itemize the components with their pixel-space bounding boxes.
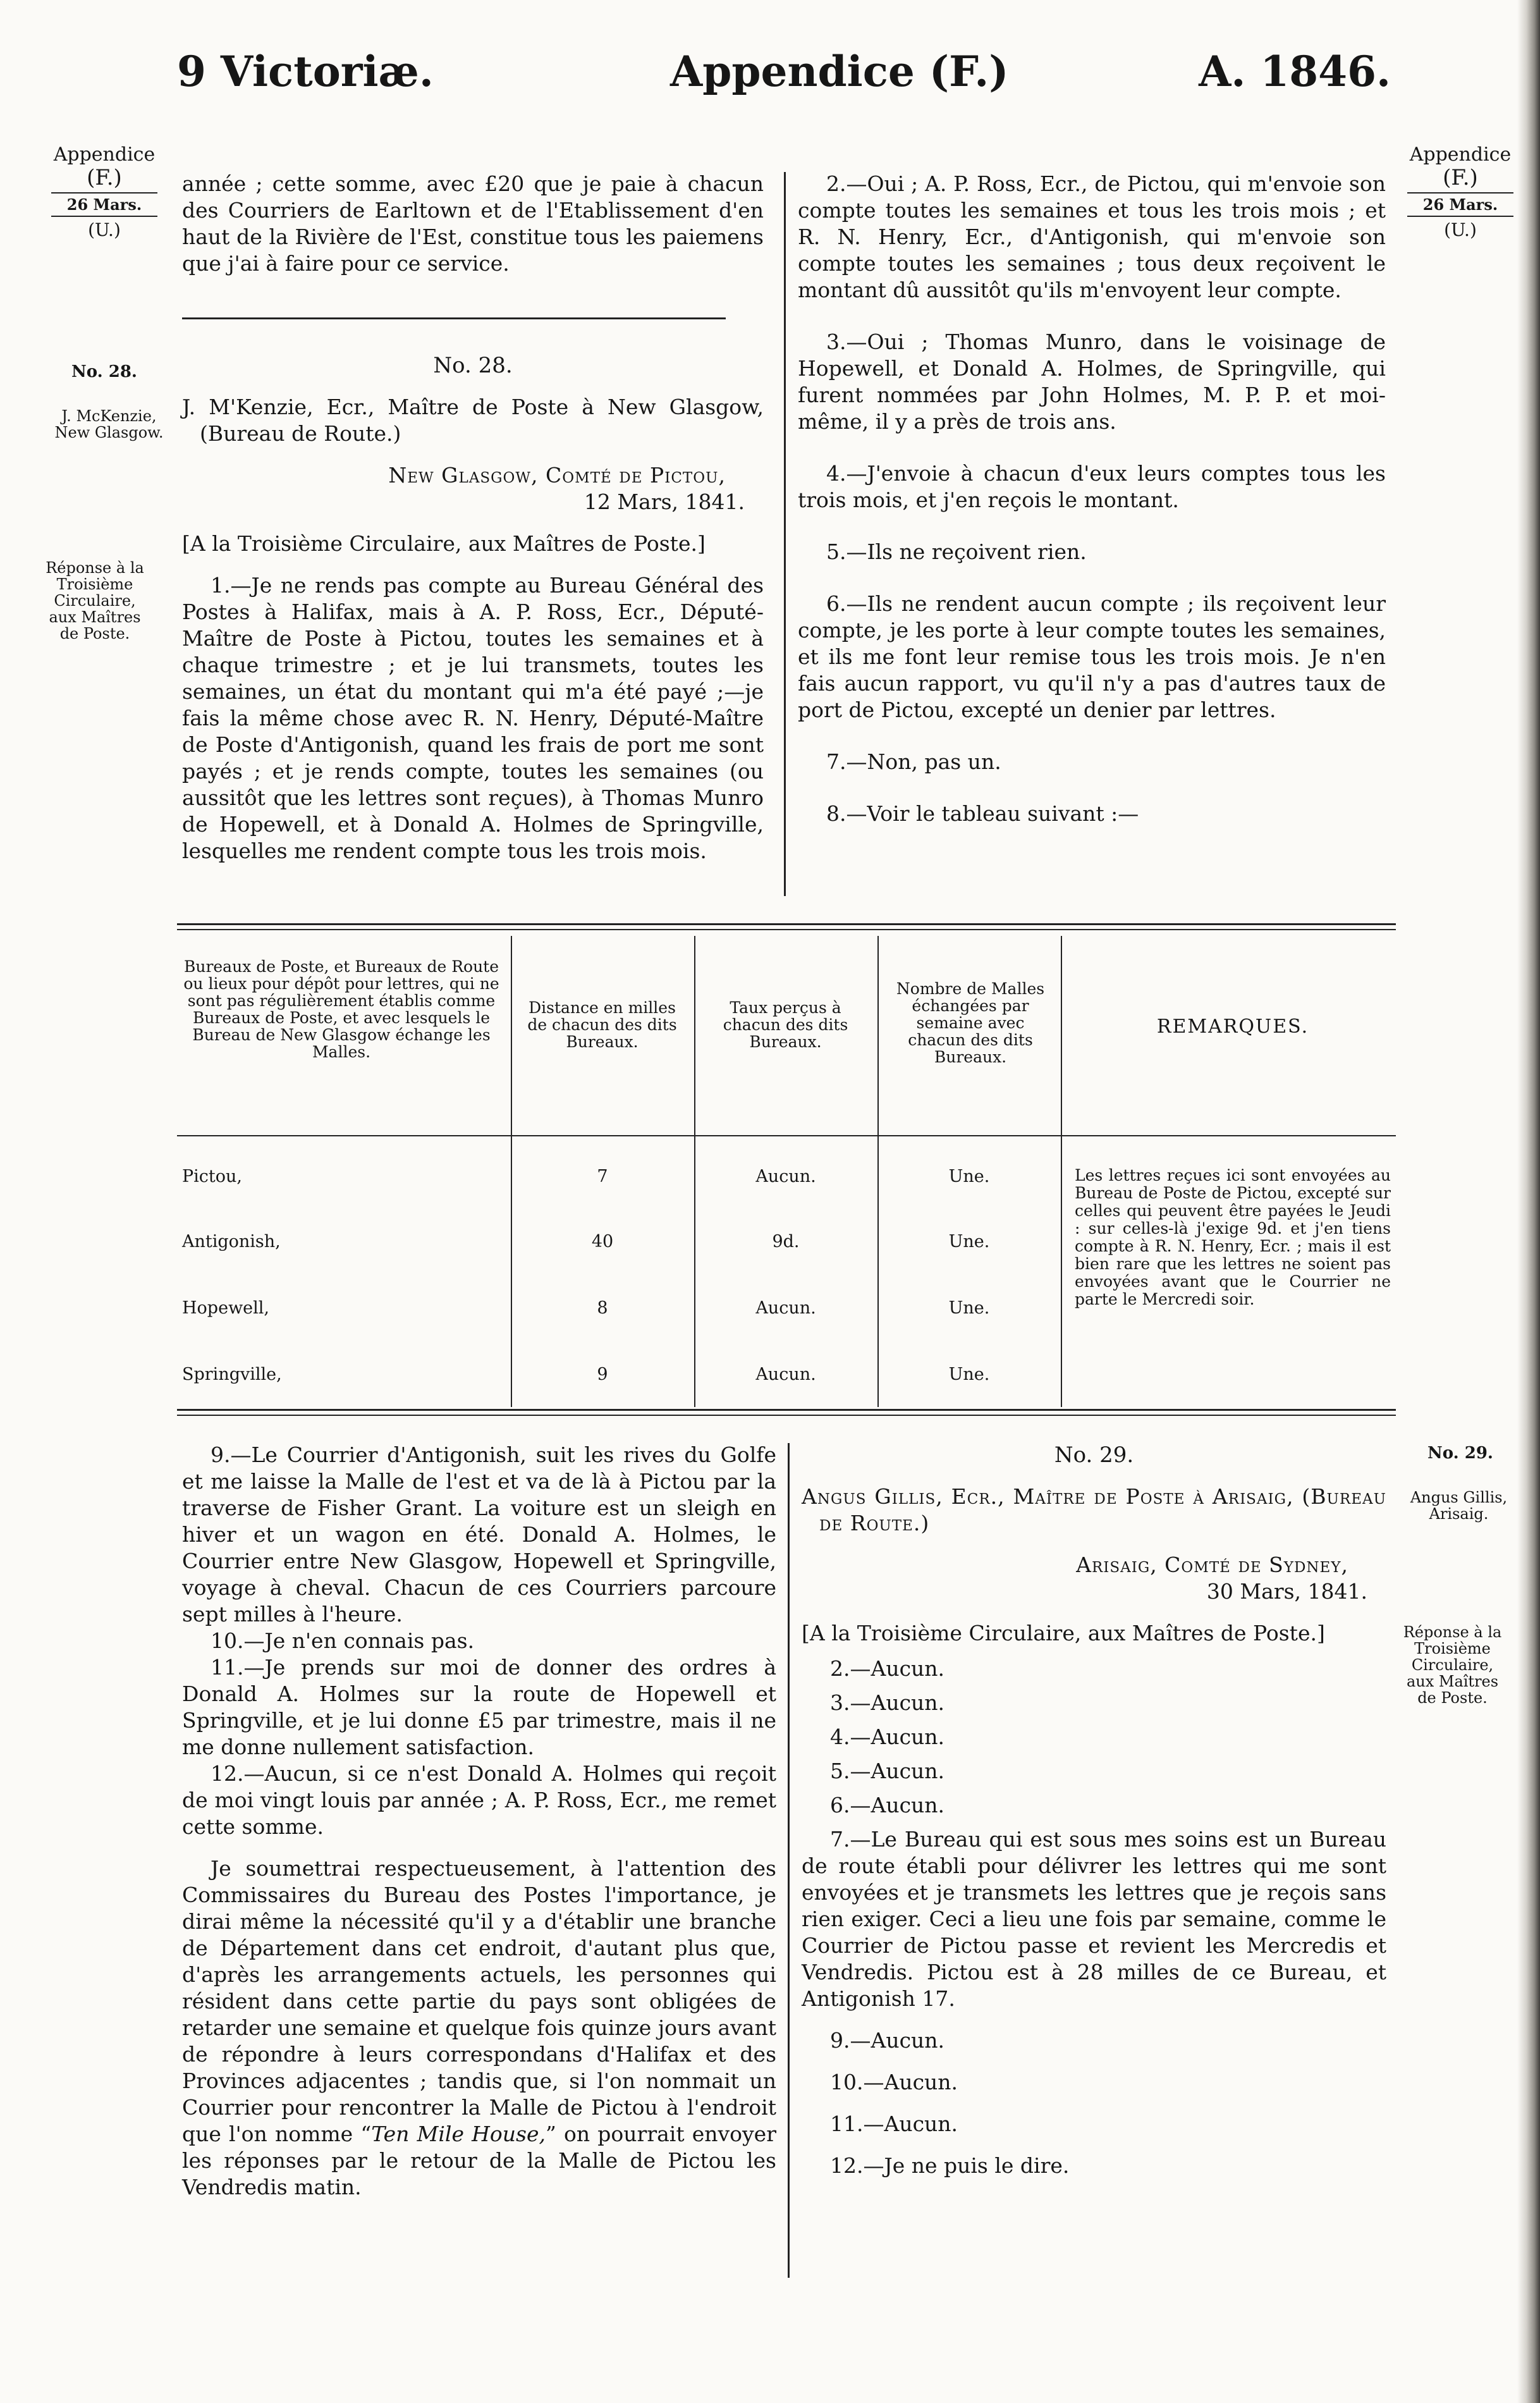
margin-right-u: (U.)	[1444, 219, 1477, 240]
side-note-gillis: Angus Gillis, Arisaig.	[1410, 1489, 1508, 1523]
section-divider	[182, 277, 726, 319]
row-distance-hopewell: 8	[597, 1298, 608, 1318]
side-note-reponse-left: Réponse à la Troisième Circulaire, aux Maîtres de Poste.	[46, 559, 144, 642]
row-name-pictou: Pictou,	[182, 1167, 243, 1186]
column-separator-top	[784, 172, 786, 896]
margin-left-rule	[51, 216, 157, 217]
margin-left-u: (U.)	[88, 219, 121, 240]
side-note-mckenzie: J. McKenzie, New Glasgow.	[54, 407, 164, 441]
row-name-hopewell: Hopewell,	[182, 1298, 270, 1318]
header-appendix: Appendice (F.)	[670, 47, 1009, 96]
row-malles-springville: Une.	[948, 1365, 990, 1384]
answer-10-gillis: 10.—Aucun.	[830, 2070, 958, 2094]
table-col-divider-4	[1061, 936, 1062, 1407]
answer-12-mckenzie: 12.—Aucun, si ce n'est Donald A. Holmes qui reçoit de moi vingt louis par année ; A. P. Ross, Ecr., me remet cette somme.	[182, 1761, 776, 1839]
row-malles-pictou: Une.	[948, 1167, 990, 1186]
closing-text-b: ” on pourrait envoyer les réponses par le retour de la Malle de Pictou les Vendredis matin.	[182, 2122, 776, 2199]
margin-right-appendice: Appendice	[1409, 144, 1512, 166]
margin-right-date: 26 Mars.	[1422, 195, 1498, 214]
margin-left-f: (F.)	[87, 165, 122, 190]
closing-ten-mile-house: Ten Mile House,	[371, 2122, 546, 2146]
header-year: A. 1846.	[1199, 47, 1391, 96]
margin-right-brace	[1407, 192, 1513, 194]
row-taux-hopewell: Aucun.	[755, 1298, 816, 1318]
answer-6-gillis: 6.—Aucun.	[830, 1793, 945, 1817]
answer-8-mckenzie: 8.—Voir le tableau suivant :—	[826, 801, 1139, 826]
margin-tag-left	[47, 144, 161, 241]
closing-text-a: Je soumettrai respectueusement, à l'attention des Commissaires du Bureau des Postes l'importance, je dirai même la nécessité qu'il y a d'établir une branche de Département dans cet endroit, d'autant plus que, d'après les arrangements actuels, les personnes qui résident dans cette partie du pays sont obligées de retarder une semaine et quelque fois quinze jours avant de répondre à leurs correspondans d'Halifax et des Provinces adjacentes ; tandis que, si l'on nommait un Courrier pour rencontrer la Malle de Pictou à l'endroit que l'on nomme “	[182, 1856, 776, 2146]
table-header-bureaux: Bureaux de Poste, et Bureaux de Route ou lieux pour dépôt pour lettres, qui ne sont pas régulièrement établis comme Bureaux de Poste, et avec lesquels le Bureau de New Glasgow échange les Malles.	[183, 957, 499, 1061]
answer-2-mckenzie: 2.—Oui ; A. P. Ross, Ecr., de Pictou, qui m'envoie son compte toutes les semaines et tous les trois mois ; et R. N. Henry, Ecr., d'Antigonish, qui m'envoie son compte toutes les semaines ; tous deux reçoivent le montant dû aussitôt qu'ils m'envoyent leur compte.	[798, 171, 1386, 302]
margin-tag-right	[1403, 144, 1517, 241]
side-note-no28: No. 28.	[71, 362, 137, 381]
answer-10-mckenzie: 10.—Je n'en connais pas.	[211, 1628, 475, 1653]
heading-no29: No. 29.	[1054, 1442, 1134, 1468]
answer-4-mckenzie: 4.—J'envoie à chacun d'eux leurs comptes tous les trois mois, et j'en reçois le montant.	[798, 461, 1386, 512]
header-session: 9 Victoriæ.	[177, 47, 434, 96]
column-separator-bottom	[788, 1443, 790, 2278]
row-distance-pictou: 7	[597, 1167, 608, 1186]
author-gillis-name: Angus Gillis, Ecr., Maître de Poste à Arisaig, (Bureau de Route.)	[802, 1484, 1386, 1535]
answer-1-mckenzie: 1.—Je ne rends pas compte au Bureau Général des Postes à Halifax, mais à A. P. Ross, Ecr., Député-Maître de Poste à Pictou, toutes les semaines et à chaque trimestre ; et je lui transmets, toutes les semaines, un état du montant qui m'a été payé ;—je fais la même chose avec R. N. Henry, Député-Maître de Poste d'Antigonish, quand les frais de port me sont payés ; et je rends compte, toutes les semaines (ou aussitôt que les lettres sont reçues), à Thomas Munro de Hopewell, et à Donald A. Holmes de Springville, lesquelles me rendent compte tous les trois mois.	[182, 573, 764, 863]
table-header-rule	[177, 1135, 1396, 1136]
answer-12-gillis: 12.—Je ne puis le dire.	[830, 2153, 1070, 2178]
answer-7-gillis: 7.—Le Bureau qui est sous mes soins est un Bureau de route établi pour délivrer les lettres qui me sont envoyées et je transmets les lettres que je reçois sans rien exiger. Ceci a lieu une fois par semaine, comme le Courrier de Pictou passe et revient les Mercredis et Vendredis. Pictou est à 28 milles de ce Bureau, et Antigonish 17.	[802, 1827, 1386, 2011]
table-header-remarques: REMARQUES.	[1156, 1016, 1309, 1038]
author-mckenzie: J. M'Kenzie, Ecr., Maître de Poste à New Glasgow, (Bureau de Route.)	[182, 395, 764, 446]
margin-left-date: 26 Mars.	[66, 195, 142, 214]
page-edge-shadow	[1517, 0, 1540, 2403]
row-taux-springville: Aucun.	[755, 1365, 816, 1384]
margin-right-f: (F.)	[1443, 165, 1478, 190]
row-distance-springville: 9	[597, 1365, 608, 1384]
table-bottom-rule	[177, 1409, 1396, 1416]
row-malles-antigonish: Une.	[948, 1232, 990, 1251]
row-name-antigonish: Antigonish,	[182, 1232, 281, 1251]
answer-9-gillis: 9.—Aucun.	[830, 2028, 945, 2053]
row-malles-hopewell: Une.	[948, 1298, 990, 1318]
circular-reference-left: [A la Troisième Circulaire, aux Maîtres de Poste.]	[182, 531, 706, 556]
answer-5-mckenzie: 5.—Ils ne reçoivent rien.	[826, 539, 1087, 564]
column-right-top	[798, 171, 1386, 827]
answer-6-mckenzie: 6.—Ils ne rendent aucun compte ; ils reçoivent leur compte, je les porte à leur compte toutes les semaines, et ils me font leur remise tous les trois mois. Je n'en fais aucun rapport, vu qu'il n'y a pas d'autres taux de port de Pictou, excepté un denier par lettres.	[798, 591, 1386, 722]
answer-2-gillis: 2.—Aucun.	[830, 1656, 945, 1681]
running-header	[171, 38, 1391, 108]
answer-9-mckenzie: 9.—Le Courrier d'Antigonish, suit les rives du Golfe et me laisse la Malle de l'est et va de là à Pictou par la traverse de Fisher Grant. La voiture est un sleigh en hiver et un wagon en été. Donald A. Holmes, le Courrier entre New Glasgow, Hopewell et Springville, voyage à cheval. Chacun de ces Courriers parcoure sept milles à l'heure.	[182, 1442, 776, 1626]
side-note-no29: No. 29.	[1427, 1444, 1493, 1463]
author-gillis	[802, 1484, 1386, 1537]
table-remarks-text: Les lettres reçues ici sont envoyées au Bureau de Poste de Pictou, excepté sur celles qui peuvent être payées le Jeudi : sur celles-là j'exige 9d. et j'en tiens compte à R. N. Henry, Ecr. ; mais il est bien rare que les lettres ne soient pas envoyées avant que le Courrier ne parte le Mercredi soir.	[1075, 1166, 1391, 1308]
mail-exchange-table	[177, 930, 1396, 1410]
table-header-nombre: Nombre de Malles échangées par semaine avec chacun des dits Bureaux.	[896, 980, 1045, 1066]
closing-paragraph	[182, 1855, 776, 2201]
answer-7-mckenzie: 7.—Non, pas un.	[826, 749, 1001, 774]
circular-reference-right: [A la Troisième Circulaire, aux Maîtres de Poste.]	[802, 1621, 1325, 1645]
margin-left-brace	[51, 192, 157, 194]
place-arisaig: Arisaig, Comté de Sydney,	[1076, 1552, 1348, 1577]
answer-11-mckenzie: 11.—Je prends sur moi de donner des ordres à Donald A. Holmes sur la route de Hopewell et Springville, et je lui donne £5 par trimestre, mais il ne me donne nullement satisfaction.	[182, 1655, 776, 1759]
column-left-top	[182, 171, 764, 864]
margin-left-appendice: Appendice	[53, 144, 156, 166]
paragraph-intro: année ; cette somme, avec £20 que je paie à chacun des Courriers de Earltown et de l'Etablissement d'en haut de la Rivière de l'Est, constitue tous les paiemens que j'ai à faire pour ce service.	[182, 171, 764, 276]
answer-3-gillis: 3.—Aucun.	[830, 1690, 945, 1715]
margin-right-rule	[1407, 216, 1513, 217]
answer-3-mckenzie: 3.—Oui ; Thomas Munro, dans le voisinage de Hopewell, et Donald A. Holmes, de Springville, qui furent nommées par John Holmes, M. P. P. et moi-même, il y a près de trois ans.	[798, 329, 1386, 434]
side-note-reponse-right: Réponse à la Troisième Circulaire, aux Maîtres de Poste.	[1403, 1623, 1502, 1707]
row-taux-pictou: Aucun.	[755, 1167, 816, 1186]
row-distance-antigonish: 40	[591, 1232, 614, 1251]
table-header-distance: Distance en milles de chacun des dits Bureaux.	[527, 999, 677, 1051]
table-header-taux: Taux perçus à chacun des dits Bureaux.	[723, 999, 848, 1051]
answer-4-gillis: 4.—Aucun.	[830, 1724, 945, 1749]
date-30-mars: 30 Mars, 1841.	[1206, 1579, 1367, 1604]
place-new-glasgow: New Glasgow, Comté de Pictou,	[388, 463, 726, 488]
answer-11-gillis: 11.—Aucun.	[830, 2111, 958, 2136]
row-taux-antigonish: 9d.	[772, 1232, 800, 1251]
row-name-springville: Springville,	[182, 1365, 282, 1384]
date-12-mars: 12 Mars, 1841.	[584, 489, 745, 514]
column-right-bottom	[802, 1442, 1386, 2179]
answer-5-gillis: 5.—Aucun.	[830, 1759, 945, 1783]
heading-no28: No. 28.	[433, 353, 513, 378]
column-left-bottom	[182, 1442, 776, 2201]
